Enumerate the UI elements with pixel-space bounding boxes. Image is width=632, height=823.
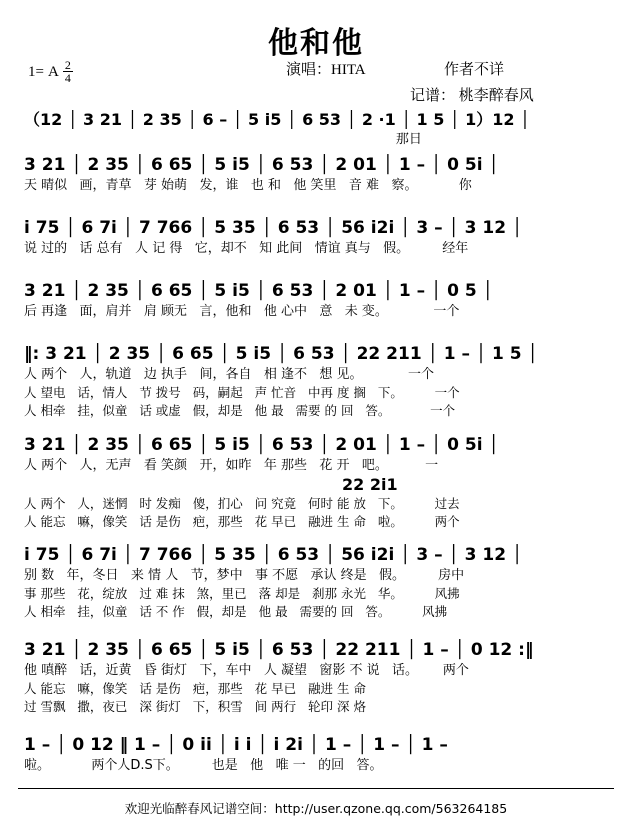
lyric-line-verse-1: 别 数 年，冬日 来 情 人 节，梦中 事 不愿 承认 终是 假。 房中 bbox=[24, 568, 465, 584]
notation-line: ‖: 3 21 │ 2 35 │ 6 65 │ 5 i5 │ 6 53 │ 22 211 │ 1 – │ 1 5 │ bbox=[24, 344, 538, 364]
lyric-line-verse-2: 人 能忘 嘛，像笑 话 是伤 疤，那些 花 早已 融进 生 命 bbox=[24, 680, 366, 696]
lyric-line: 那日 bbox=[24, 132, 422, 147]
lyric-line-verse-3: 人 能忘 嘛，像笑 话 是伤 疤，那些 花 早已 融进 生 命 啦。 两个 bbox=[24, 513, 460, 529]
key-signature bbox=[28, 60, 73, 85]
notation-line: 3 21 │ 2 35 │ 6 65 │ 5 i5 │ 6 53 │ 22 211 │ 1 – │ 0 12 :‖ bbox=[24, 640, 534, 660]
singer-credit: 演唱：HITA bbox=[286, 62, 366, 78]
notation-line: 1 – │ 0 12 ‖ 1 – │ 0 ii │ i i │ i 2i │ 1 – │ 1 – │ 1 – bbox=[24, 735, 448, 755]
time-signature-numerator: 2 bbox=[64, 58, 71, 72]
lyric-line: 说 过的 话 总有 人 记 得 它，却不 知 此间 情谊 真与 假。 经年 bbox=[24, 241, 469, 257]
notation-line: 3 21 │ 2 35 │ 6 65 │ 5 i5 │ 6 53 │ 2 01 │ 1 – │ 0 5i │ bbox=[24, 435, 499, 455]
notation-line: 3 21 │ 2 35 │ 6 65 │ 5 i5 │ 6 53 │ 2 01 │ 1 – │ 0 5i │ bbox=[24, 155, 499, 175]
lyric-line-verse-1: 人 两个 人，轨道 边 执手 间，各自 相 逢不 想 见。 一个 bbox=[24, 367, 434, 383]
page-title: 他和他 bbox=[268, 26, 364, 61]
lyric-line-verse-3: 过 雪飘 撒，夜已 深 街灯 下，积雪 间 两行 轮印 深 烙 bbox=[24, 698, 366, 714]
lyric-line-verse-2: 人 望电 话，情人 节 拨号 码，嗣起 声 忙音 中再 度 搁 下。 一个 bbox=[24, 384, 460, 400]
notation-line: （12 │ 3 21 │ 2 35 │ 6 – │ 5 i5 │ 6 53 │ 2 ·1 │ 1 5 │ 1）12 │ bbox=[24, 110, 530, 129]
music-system-intro bbox=[24, 110, 610, 149]
music-system-6 bbox=[24, 545, 610, 621]
lyric-line-verse-1: 他 嗔醉 话，近黄 昏 街灯 下，车中 人 凝望 窗影 不 说 话。 两个 bbox=[24, 663, 469, 679]
music-system-7 bbox=[24, 640, 610, 716]
lyric-line: 啦。 两个人D.S下。 也是 他 唯 一 的回 答。 bbox=[24, 758, 383, 774]
time-signature bbox=[63, 59, 73, 84]
notation-line: i 75 │ 6 7i │ 7 766 │ 5 35 │ 6 53 │ 56 i2i │ 3 – │ 3 12 │ bbox=[24, 545, 523, 565]
music-system-2 bbox=[24, 218, 610, 258]
notation-line-ossia: 22 2i1 bbox=[342, 474, 398, 494]
footer-divider bbox=[18, 788, 614, 789]
key-value: A bbox=[47, 64, 59, 80]
music-system-1 bbox=[24, 155, 610, 195]
music-system-5 bbox=[24, 435, 610, 531]
music-system-8 bbox=[24, 735, 610, 775]
author-credit: 作者不详 bbox=[444, 62, 505, 78]
lyric-line-verse-3: 人 相牵 挂，似童 话 或虚 假，却是 他 最 需要 的 回 答。 一个 bbox=[24, 402, 456, 418]
time-signature-denominator: 4 bbox=[64, 71, 71, 85]
lyric-line: 天 晴似 画，青草 芽 始萌 发，谁 也 和 他 笑里 音 难 察。 你 bbox=[24, 178, 472, 194]
music-system-4 bbox=[24, 344, 610, 420]
lyric-line-verse-1: 人 两个 人，无声 看 笑颜 开，如昨 年 那些 花 开 吧。 一 bbox=[24, 458, 439, 474]
lyric-line-verse-3: 人 相牵 挂，似童 话 不 作 假，却是 他 最 需要的 回 答。 风拂 bbox=[24, 603, 448, 619]
music-system-3 bbox=[24, 281, 610, 321]
notation-line: i 75 │ 6 7i │ 7 766 │ 5 35 │ 6 53 │ 56 i2i │ 3 – │ 3 12 │ bbox=[24, 218, 523, 238]
footer-note: 欢迎光临醉春风记谱空间：http://user.qzone.qq.com/563264185 bbox=[124, 801, 508, 816]
scribe-credit: 记谱： 桃李醉春风 bbox=[410, 88, 534, 104]
lyric-line: 后 再逢 面，肩并 肩 顾无 言，他和 他 心中 意 未 变。 一个 bbox=[24, 304, 460, 320]
key-label: 1= bbox=[28, 64, 44, 80]
lyric-line-verse-2: 事 那些 花，绽放 过 难 抹 煞，里已 落 却是 刹那 永光 华。 风拂 bbox=[24, 585, 460, 601]
notation-line: 3 21 │ 2 35 │ 6 65 │ 5 i5 │ 6 53 │ 2 01 │ 1 – │ 0 5 │ bbox=[24, 281, 493, 301]
lyric-line-verse-2: 人 两个 人，迷惘 时 发痴 傻，扪心 问 究竟 何时 能 放 下。 过去 bbox=[24, 495, 460, 511]
